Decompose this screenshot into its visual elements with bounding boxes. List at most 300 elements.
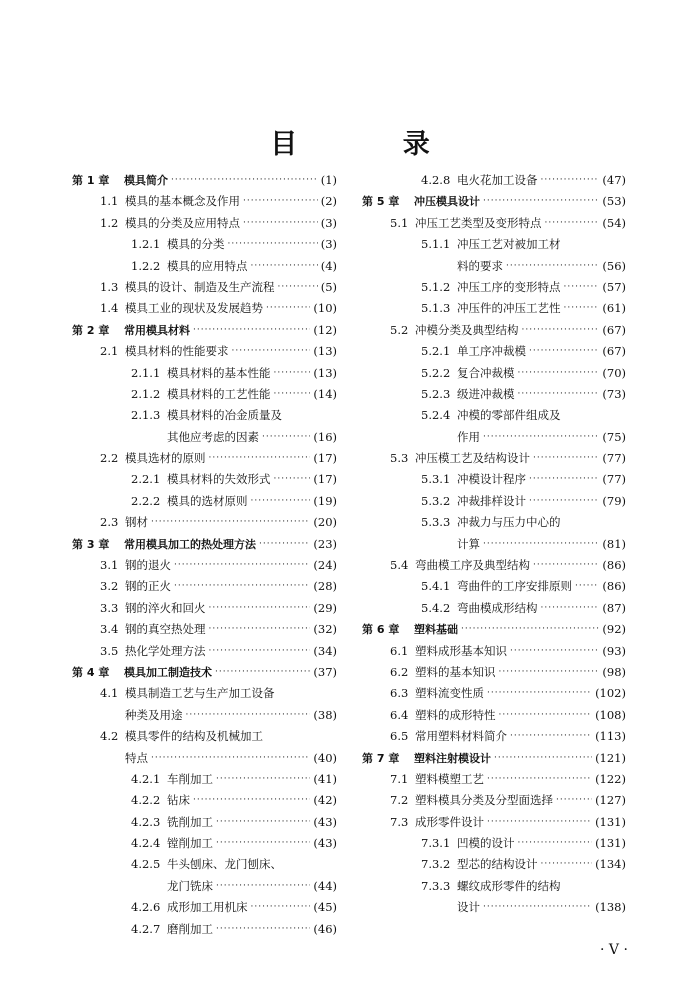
- toc-entry: [72, 363, 337, 384]
- toc-entry: [72, 769, 337, 790]
- toc-entry: [362, 683, 626, 704]
- toc-dot-leader: [216, 833, 310, 854]
- toc-dot-leader: [151, 748, 310, 769]
- toc-entry-title: 钢的真空热处理: [125, 622, 206, 637]
- toc-entry: [72, 512, 337, 533]
- toc-entry-number: 6.2: [390, 664, 409, 679]
- toc-entry-title: 模具材料的失效形式: [167, 472, 271, 487]
- toc-dot-leader: [518, 833, 593, 854]
- toc-entry: [72, 748, 337, 769]
- toc-entry-number: 1.2.1: [131, 237, 161, 252]
- toc-entry-page: (34): [313, 643, 337, 658]
- toc-dot-leader: [483, 191, 599, 212]
- toc-entry-page: (77): [602, 472, 626, 487]
- toc-entry-page: (14): [313, 386, 337, 401]
- toc-entry-number: 5.2: [390, 322, 409, 337]
- toc-entry: [72, 726, 337, 747]
- toc-entry-title: 钢的退火: [125, 558, 171, 573]
- toc-entry-title: 冲压模工艺及结构设计: [415, 451, 530, 466]
- toc-entry-page: (73): [602, 386, 626, 401]
- toc-entry-title: 级进冲裁模: [457, 386, 515, 401]
- toc-entry-page: (92): [602, 622, 626, 637]
- toc-entry: [72, 448, 337, 469]
- toc-dot-leader: [209, 619, 311, 640]
- toc-entry-title: 模具材料的性能要求: [125, 344, 229, 359]
- toc-entry-number: 2.2.1: [131, 472, 161, 487]
- toc-entry: [362, 170, 626, 191]
- toc-entry: [72, 683, 337, 704]
- toc-entry-title: 模具的设计、制造及生产流程: [125, 279, 275, 294]
- toc-dot-leader: [483, 534, 599, 555]
- toc-entry: [72, 897, 337, 918]
- toc-entry: [362, 876, 626, 897]
- toc-entry-page: (81): [602, 536, 626, 551]
- toc-entry-page: (70): [602, 365, 626, 380]
- toc-entry: [72, 619, 337, 640]
- toc-entry-page: (75): [602, 429, 626, 444]
- toc-entry-page: (23): [313, 536, 337, 551]
- toc-right-column: [362, 170, 626, 919]
- toc-entry-number: 4.2.3: [131, 814, 161, 829]
- toc-entry-page: (86): [602, 558, 626, 573]
- toc-entry: [72, 213, 337, 234]
- toc-entry: [72, 855, 337, 876]
- toc-entry: [362, 855, 626, 876]
- toc-entry: [72, 790, 337, 811]
- toc-dot-leader: [487, 769, 592, 790]
- toc-entry-page: (5): [320, 279, 337, 294]
- toc-dot-leader: [575, 576, 599, 597]
- toc-entry: [362, 833, 626, 854]
- toc-entry-title: 模具的分类及应用特点: [125, 215, 240, 230]
- toc-entry-page: (1): [320, 172, 337, 187]
- toc-entry-number: 1.2: [100, 215, 119, 230]
- toc-entry-page: (47): [602, 172, 626, 187]
- toc-entry: [72, 598, 337, 619]
- toc-entry: [362, 405, 626, 426]
- toc-entry-page: (12): [313, 322, 337, 337]
- toc-dot-leader: [518, 384, 600, 405]
- toc-entry-title: 模具的分类: [167, 237, 225, 252]
- toc-entry-number: 2.1.3: [131, 408, 161, 423]
- toc-entry-number: 2.1.1: [131, 365, 161, 380]
- toc-entry: [72, 191, 337, 212]
- toc-entry-title: 模具零件的结构及机械加工: [125, 729, 263, 744]
- toc-entry: [362, 384, 626, 405]
- toc-entry-page: (102): [595, 686, 626, 701]
- toc-entry-number: 第 3 章: [72, 537, 110, 551]
- toc-entry-title: 模具加工制造技术: [124, 665, 212, 679]
- toc-entry-page: (131): [595, 814, 626, 829]
- toc-entry-page: (134): [595, 857, 626, 872]
- toc-entry-title: 模具制造工艺与生产加工设备: [125, 686, 275, 701]
- toc-dot-leader: [522, 320, 600, 341]
- toc-entry-number: 6.4: [390, 707, 409, 722]
- toc-entry: [362, 598, 626, 619]
- toc-entry-title: 冲模分类及典型结构: [415, 322, 519, 337]
- toc-entry-page: (93): [602, 643, 626, 658]
- toc-entry: [362, 234, 626, 255]
- toc-entry-title: 冲裁力与压力中心的: [457, 515, 561, 530]
- toc-entry-number: 5.2.2: [421, 365, 451, 380]
- toc-dot-leader: [251, 897, 311, 918]
- toc-entry: [362, 341, 626, 362]
- toc-dot-leader: [541, 854, 593, 875]
- toc-entry: [362, 726, 626, 747]
- toc-entry-title: 料的要求: [457, 258, 503, 273]
- toc-entry-page: (16): [313, 429, 337, 444]
- toc-entry-title: 模具的基本概念及作用: [125, 194, 240, 209]
- toc-dot-leader: [232, 341, 311, 362]
- toc-dot-leader: [564, 298, 600, 319]
- toc-dot-leader: [193, 320, 310, 341]
- toc-dot-leader: [216, 919, 310, 940]
- toc-entry-page: (24): [313, 558, 337, 573]
- toc-entry-number: 5.4: [390, 558, 409, 573]
- toc-entry-page: (40): [313, 750, 337, 765]
- toc-left-column: [72, 170, 337, 940]
- toc-entry-number: 4.2.1: [131, 771, 161, 786]
- toc-dot-leader: [209, 641, 311, 662]
- toc-dot-leader: [228, 234, 318, 255]
- toc-entry-number: 4.2.8: [421, 172, 451, 187]
- toc-dot-leader: [243, 191, 318, 212]
- toc-entry-title: 模具材料的工艺性能: [167, 386, 271, 401]
- toc-dot-leader: [461, 619, 599, 640]
- toc-entry-page: (77): [602, 451, 626, 466]
- toc-entry-title: 塑料模塑工艺: [415, 771, 484, 786]
- toc-entry: [72, 919, 337, 940]
- toc-entry-number: 2.1: [100, 344, 119, 359]
- toc-entry-page: (20): [313, 515, 337, 530]
- toc-entry-number: 7.3.2: [421, 857, 451, 872]
- toc-entry-page: (17): [313, 472, 337, 487]
- toc-entry-title: 弯曲件的工序安排原则: [457, 579, 572, 594]
- toc-entry-title: 塑料流变性质: [415, 686, 484, 701]
- toc-entry: [362, 555, 626, 576]
- toc-entry-number: 5.1.1: [421, 237, 451, 252]
- toc-entry-page: (122): [595, 771, 626, 786]
- toc-entry-title: 塑料注射模设计: [414, 751, 491, 765]
- toc-entry-number: 3.3: [100, 600, 119, 615]
- toc-entry-page: (56): [602, 258, 626, 273]
- toc-entry: [362, 619, 626, 640]
- toc-entry-page: (57): [602, 279, 626, 294]
- toc-entry-page: (67): [602, 344, 626, 359]
- toc-entry: [362, 277, 626, 298]
- toc-entry: [72, 320, 337, 341]
- toc-entry-page: (10): [313, 301, 337, 316]
- toc-dot-leader: [556, 790, 592, 811]
- toc-entry-page: (46): [313, 921, 337, 936]
- toc-entry: [362, 662, 626, 683]
- toc-entry: [72, 491, 337, 512]
- toc-entry-title: 模具材料的冶金质量及: [167, 408, 282, 423]
- toc-dot-leader: [487, 683, 592, 704]
- toc-entry: [362, 748, 626, 769]
- toc-entry-page: (17): [313, 451, 337, 466]
- toc-entry: [72, 662, 337, 683]
- toc-entry: [362, 363, 626, 384]
- toc-dot-leader: [209, 598, 311, 619]
- toc-entry-title: 模具的应用特点: [167, 258, 248, 273]
- toc-entry-page: (61): [602, 301, 626, 316]
- toc-entry-page: (32): [313, 622, 337, 637]
- toc-entry-title: 凹模的设计: [457, 836, 515, 851]
- toc-entry-page: (4): [320, 258, 337, 273]
- toc-entry-title: 热化学处理方法: [125, 643, 206, 658]
- toc-entry-number: 5.4.2: [421, 600, 451, 615]
- toc-dot-leader: [499, 705, 593, 726]
- toc-entry-title: 成形零件设计: [415, 814, 484, 829]
- toc-entry-number: 4.2.6: [131, 900, 161, 915]
- toc-entry-page: (79): [602, 493, 626, 508]
- toc-dot-leader: [171, 170, 318, 191]
- toc-entry-title: 单工序冲裁模: [457, 344, 526, 359]
- toc-entry-title: 车削加工: [167, 771, 213, 786]
- toc-entry-title: 复合冲裁模: [457, 365, 515, 380]
- toc-entry: [362, 213, 626, 234]
- toc-entry-title: 模具简介: [124, 173, 168, 187]
- toc-entry-page: (45): [313, 900, 337, 915]
- toc-entry-title: 钻床: [167, 793, 190, 808]
- toc-dot-leader: [193, 790, 310, 811]
- toc-entry: [72, 341, 337, 362]
- toc-dot-leader: [483, 427, 599, 448]
- toc-entry: [72, 812, 337, 833]
- toc-entry-number: 5.1.2: [421, 279, 451, 294]
- toc-dot-leader: [216, 876, 310, 897]
- toc-entry-number: 5.2.4: [421, 408, 451, 423]
- toc-entry-title: 作用: [457, 429, 480, 444]
- toc-entry-page: (43): [313, 836, 337, 851]
- toc-entry-number: 3.2: [100, 579, 119, 594]
- toc-entry-title: 模具工业的现状及发展趋势: [125, 301, 263, 316]
- toc-entry-number: 2.1.2: [131, 386, 161, 401]
- toc-entry-title: 冲裁排样设计: [457, 493, 526, 508]
- toc-entry: [72, 234, 337, 255]
- toc-entry-number: 7.2: [390, 793, 409, 808]
- toc-entry: [72, 298, 337, 319]
- toc-entry-title: 模具选材的原则: [125, 451, 206, 466]
- toc-entry-title: 电火花加工设备: [457, 172, 538, 187]
- toc-dot-leader: [186, 705, 311, 726]
- toc-dot-leader: [529, 491, 599, 512]
- toc-entry-title: 种类及用途: [125, 707, 183, 722]
- toc-entry-title: 冲压件的冲压工艺性: [457, 301, 561, 316]
- toc-entry-page: (54): [602, 215, 626, 230]
- toc-dot-leader: [533, 555, 599, 576]
- toc-entry-number: 4.2.5: [131, 857, 161, 872]
- toc-entry-page: (43): [313, 814, 337, 829]
- toc-dot-leader: [510, 641, 599, 662]
- toc-entry: [72, 705, 337, 726]
- toc-dot-leader: [266, 298, 310, 319]
- toc-dot-leader: [278, 277, 318, 298]
- toc-entry-number: 第 1 章: [72, 173, 110, 187]
- toc-entry: [362, 790, 626, 811]
- toc-entry-title: 弯曲模工序及典型结构: [415, 558, 530, 573]
- toc-dot-leader: [541, 170, 600, 191]
- toc-entry-number: 3.5: [100, 643, 119, 658]
- toc-entry-title: 成形加工用机床: [167, 900, 248, 915]
- toc-entry-page: (13): [313, 344, 337, 359]
- toc-entry: [362, 298, 626, 319]
- toc-dot-leader: [494, 748, 592, 769]
- toc-entry-page: (41): [313, 771, 337, 786]
- toc-entry-number: 第 5 章: [362, 195, 400, 209]
- toc-entry: [362, 576, 626, 597]
- toc-entry-title: 磨削加工: [167, 921, 213, 936]
- toc-entry-page: (38): [313, 707, 337, 722]
- page-number-footer: · V ·: [600, 942, 628, 958]
- toc-entry-title: 模具的选材原则: [167, 493, 248, 508]
- toc-entry-title: 冲压模具设计: [414, 195, 480, 209]
- toc-entry-title: 冲模的零部件组成及: [457, 408, 561, 423]
- toc-entry-page: (53): [602, 194, 626, 209]
- toc-entry-title: 镗削加工: [167, 836, 213, 851]
- toc-entry-page: (44): [313, 878, 337, 893]
- toc-entry-page: (121): [595, 750, 626, 765]
- toc-entry-title: 冲压工艺对被加工材: [457, 237, 561, 252]
- toc-entry-number: 7.1: [390, 771, 409, 786]
- toc-entry-number: 第 6 章: [362, 623, 400, 637]
- toc-entry-number: 4.2.2: [131, 793, 161, 808]
- toc-entry-number: 5.1: [390, 215, 409, 230]
- toc-entry: [72, 384, 337, 405]
- toc-entry-title: 常用塑料材料简介: [415, 729, 507, 744]
- toc-entry-title: 塑料基础: [414, 623, 458, 637]
- toc-entry: [362, 469, 626, 490]
- toc-entry-page: (86): [602, 579, 626, 594]
- toc-entry-page: (131): [595, 836, 626, 851]
- toc-entry: [72, 534, 337, 555]
- toc-entry-title: 其他应考虑的因素: [167, 429, 259, 444]
- toc-entry: [72, 170, 337, 191]
- toc-entry: [362, 448, 626, 469]
- toc-dot-leader: [483, 897, 592, 918]
- toc-entry-number: 1.2.2: [131, 258, 161, 273]
- toc-entry-number: 第 2 章: [72, 323, 110, 337]
- toc-entry-title: 龙门铣床: [167, 878, 213, 893]
- toc-entry-title: 冲压工艺类型及变形特点: [415, 215, 542, 230]
- toc-entry-page: (127): [595, 793, 626, 808]
- toc-entry-page: (42): [313, 793, 337, 808]
- toc-entry: [72, 427, 337, 448]
- toc-entry-title: 弯曲模成形结构: [457, 600, 538, 615]
- toc-dot-leader: [487, 812, 592, 833]
- toc-entry-title: 铣削加工: [167, 814, 213, 829]
- toc-entry: [72, 277, 337, 298]
- toc-entry: [72, 876, 337, 897]
- toc-entry-title: 冲压工序的变形特点: [457, 279, 561, 294]
- toc-entry-number: 2.3: [100, 515, 119, 530]
- toc-entry: [362, 256, 626, 277]
- toc-entry-number: 6.3: [390, 686, 409, 701]
- toc-entry: [362, 534, 626, 555]
- toc-dot-leader: [518, 363, 600, 384]
- toc-entry-number: 5.3.3: [421, 515, 451, 530]
- toc-entry-number: 6.5: [390, 729, 409, 744]
- toc-entry-number: 2.2: [100, 451, 119, 466]
- toc-dot-leader: [216, 769, 310, 790]
- toc-dot-leader: [510, 726, 592, 747]
- toc-entry-number: 第 7 章: [362, 751, 400, 765]
- toc-entry: [72, 405, 337, 426]
- toc-entry-title: 牛头刨床、龙门刨床、: [167, 857, 282, 872]
- toc-entry: [362, 491, 626, 512]
- toc-entry-number: 1.3: [100, 279, 119, 294]
- toc-entry-number: 7.3.1: [421, 836, 451, 851]
- toc-entry-number: 2.2.2: [131, 493, 161, 508]
- toc-entry-page: (2): [320, 194, 337, 209]
- toc-entry-title: 冲模设计程序: [457, 472, 526, 487]
- toc-entry: [72, 256, 337, 277]
- toc-entry: [72, 576, 337, 597]
- toc-dot-leader: [529, 341, 599, 362]
- toc-entry-title: 钢材: [125, 515, 148, 530]
- toc-entry-page: (13): [313, 365, 337, 380]
- toc-entry-title: 塑料成形基本知识: [415, 643, 507, 658]
- toc-entry-number: 5.3.1: [421, 472, 451, 487]
- toc-entry: [72, 641, 337, 662]
- toc-dot-leader: [259, 534, 310, 555]
- toc-entry: [362, 705, 626, 726]
- toc-entry: [362, 512, 626, 533]
- toc-dot-leader: [215, 662, 310, 683]
- toc-entry-number: 5.4.1: [421, 579, 451, 594]
- toc-entry-page: (19): [313, 493, 337, 508]
- toc-dot-leader: [541, 598, 600, 619]
- toc-dot-leader: [243, 213, 318, 234]
- toc-entry-page: (29): [313, 600, 337, 615]
- toc-dot-leader: [174, 555, 310, 576]
- toc-entry-title: 特点: [125, 750, 148, 765]
- toc-entry-number: 1.1: [100, 194, 119, 209]
- toc-dot-leader: [251, 256, 318, 277]
- toc-entry-title: 计算: [457, 536, 480, 551]
- toc-dot-leader: [564, 277, 600, 298]
- toc-dot-leader: [216, 812, 310, 833]
- toc-entry: [362, 641, 626, 662]
- toc-entry-number: 4.2: [100, 729, 119, 744]
- toc-entry-title: 钢的淬火和回火: [125, 600, 206, 615]
- toc-entry-title: 钢的正火: [125, 579, 171, 594]
- toc-entry-title: 塑料的基本知识: [415, 664, 496, 679]
- toc-entry: [362, 769, 626, 790]
- toc-dot-leader: [251, 491, 311, 512]
- page-title: 目 录: [270, 129, 478, 160]
- toc-entry: [72, 555, 337, 576]
- toc-entry-number: 6.1: [390, 643, 409, 658]
- toc-entry-number: 4.2.4: [131, 836, 161, 851]
- toc-dot-leader: [533, 448, 599, 469]
- toc-entry-title: 模具材料的基本性能: [167, 365, 271, 380]
- toc-entry-page: (28): [313, 579, 337, 594]
- toc-entry-number: 5.3: [390, 451, 409, 466]
- toc-entry-title: 常用模具加工的热处理方法: [124, 537, 256, 551]
- toc-entry-page: (113): [595, 729, 626, 744]
- toc-entry: [362, 320, 626, 341]
- toc-entry: [362, 897, 626, 918]
- toc-dot-leader: [262, 427, 310, 448]
- toc-entry-page: (87): [602, 600, 626, 615]
- toc-dot-leader: [529, 469, 599, 490]
- toc-dot-leader: [274, 384, 311, 405]
- toc-entry-number: 第 4 章: [72, 665, 110, 679]
- toc-entry-number: 5.3.2: [421, 493, 451, 508]
- toc-entry-number: 5.2.1: [421, 344, 451, 359]
